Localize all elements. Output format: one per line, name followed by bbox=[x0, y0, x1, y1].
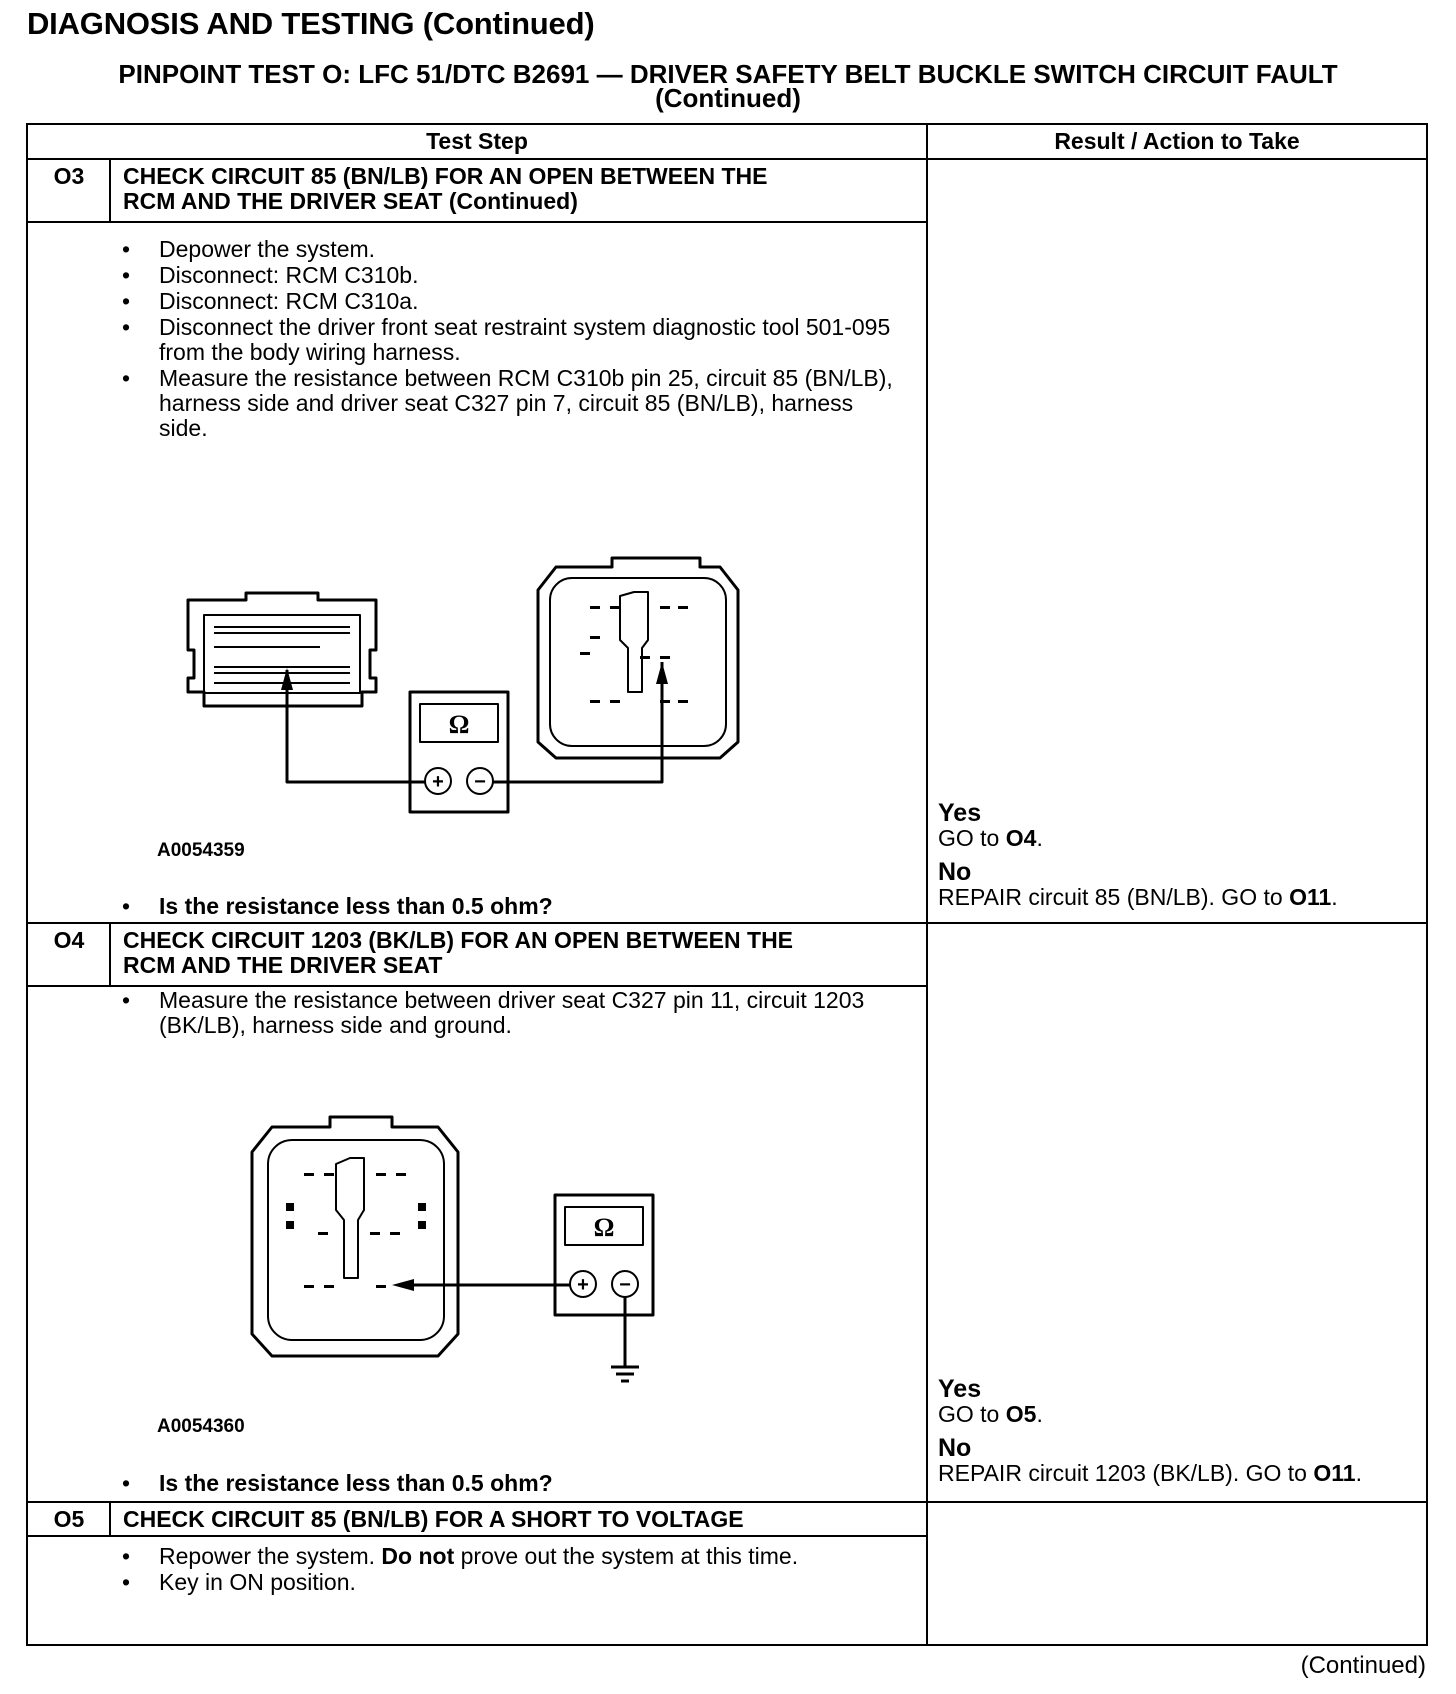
section-header: DIAGNOSIS AND TESTING (Continued) bbox=[27, 6, 595, 41]
no-action-text: REPAIR circuit 85 (BN/LB). GO to bbox=[938, 884, 1290, 910]
step-instructions bbox=[122, 1544, 902, 1596]
yes-action bbox=[938, 826, 1338, 851]
minus-terminal: − bbox=[619, 1274, 631, 1296]
no-action-suffix: . bbox=[1331, 884, 1338, 910]
instruction-item: • Depower the system. bbox=[122, 237, 902, 262]
seat-connector-icon bbox=[538, 558, 738, 758]
step-title: CHECK CIRCUIT 85 (BN/LB) FOR A SHORT TO VOLTAGE bbox=[123, 1506, 744, 1532]
yes-label: Yes bbox=[938, 799, 982, 827]
step-title-line: RCM AND THE DRIVER SEAT (Continued) bbox=[123, 188, 578, 214]
result-o4 bbox=[938, 1377, 1362, 1486]
result-o3 bbox=[938, 801, 1338, 910]
plus-terminal: + bbox=[432, 771, 444, 793]
instruction-text: prove out the system at this time. bbox=[454, 1543, 799, 1569]
minus-terminal: − bbox=[474, 771, 486, 793]
yes-action bbox=[938, 1402, 1362, 1427]
step-question bbox=[122, 1470, 553, 1497]
step-title-line: CHECK CIRCUIT 1203 (BK/LB) FOR AN OPEN BETWEEN THE bbox=[123, 927, 794, 953]
no-action bbox=[938, 1461, 1362, 1486]
no-action bbox=[938, 885, 1338, 910]
step-id: O3 bbox=[53, 163, 85, 189]
instruction-item: • Key in ON position. bbox=[122, 1570, 902, 1595]
instruction-item: • Measure the resistance between driver seat C327 pin 11, circuit 1203 (BK/LB), harness side and ground. bbox=[122, 988, 902, 1038]
no-label: No bbox=[938, 1434, 972, 1462]
step-title-line: CHECK CIRCUIT 85 (BN/LB) FOR AN OPEN BETWEEN THE bbox=[123, 163, 768, 189]
instruction-emphasis: Do not bbox=[381, 1543, 455, 1569]
yes-action-suffix: . bbox=[1036, 825, 1043, 851]
step-instructions bbox=[122, 988, 902, 1039]
figure-id: A0054359 bbox=[157, 840, 245, 861]
pinpoint-title: PINPOINT TEST O: LFC 51/DTC B2691 — DRIVER SAFETY BELT BUCKLE SWITCH CIRCUIT FAULT bbox=[118, 59, 1338, 89]
seat-connector-icon bbox=[252, 1117, 458, 1356]
yes-target: O4 bbox=[1005, 825, 1037, 851]
no-action-text: REPAIR circuit 1203 (BK/LB). GO to bbox=[938, 1460, 1314, 1486]
column-header-result: Result / Action to Take bbox=[1054, 128, 1300, 154]
step-question bbox=[122, 893, 553, 920]
instruction-text: Repower the system. bbox=[159, 1543, 382, 1569]
bullet: • bbox=[122, 1470, 131, 1496]
no-action-suffix: . bbox=[1355, 1460, 1362, 1486]
no-label: No bbox=[938, 858, 972, 886]
step-id: O4 bbox=[53, 927, 85, 953]
yes-target: O5 bbox=[1005, 1401, 1037, 1427]
instruction-item: • Disconnect the driver front seat restraint system diagnostic tool 501-095 from the body wiring harness. bbox=[122, 315, 902, 365]
figure-id: A0054360 bbox=[157, 1416, 245, 1437]
yes-action-suffix: . bbox=[1036, 1401, 1043, 1427]
ohm-symbol: Ω bbox=[593, 1213, 615, 1242]
yes-action-text: GO to bbox=[938, 825, 1006, 851]
instruction-item: • Measure the resistance between RCM C310b pin 25, circuit 85 (BN/LB), harness side and driver seat C327 pin 7, circuit 85 (BN/LB), harness side. bbox=[122, 366, 902, 441]
bullet: • bbox=[122, 893, 131, 919]
no-target: O11 bbox=[1289, 884, 1332, 910]
yes-label: Yes bbox=[938, 1375, 982, 1403]
pinpoint-title-continued: (Continued) bbox=[655, 83, 801, 113]
ohm-symbol: Ω bbox=[448, 710, 470, 739]
ground-icon bbox=[611, 1367, 639, 1381]
footer-continued: (Continued) bbox=[1300, 1652, 1426, 1679]
column-header-test-step: Test Step bbox=[426, 128, 528, 154]
no-target: O11 bbox=[1313, 1460, 1356, 1486]
instruction-item: • Disconnect: RCM C310a. bbox=[122, 289, 902, 314]
step-id: O5 bbox=[53, 1506, 85, 1532]
yes-action-text: GO to bbox=[938, 1401, 1006, 1427]
instruction-item: • Disconnect: RCM C310b. bbox=[122, 263, 902, 288]
instruction-item bbox=[122, 1544, 902, 1569]
question-text: Is the resistance less than 0.5 ohm? bbox=[159, 893, 553, 919]
plus-terminal: + bbox=[577, 1274, 589, 1296]
step-title bbox=[123, 928, 923, 978]
step-title-line: RCM AND THE DRIVER SEAT bbox=[123, 952, 443, 978]
question-text: Is the resistance less than 0.5 ohm? bbox=[159, 1470, 553, 1496]
